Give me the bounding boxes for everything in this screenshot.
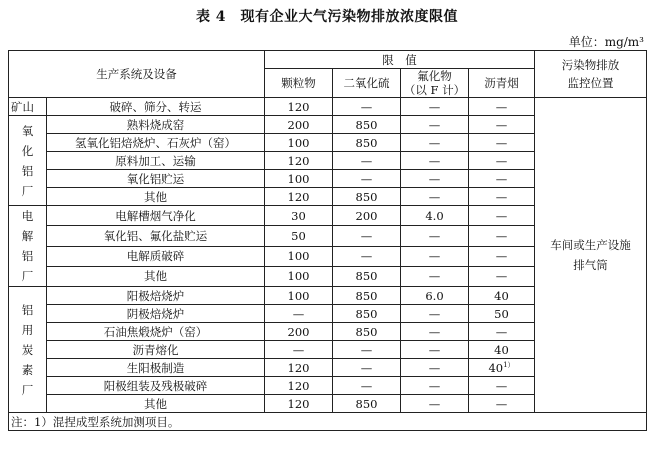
value-cell bbox=[333, 152, 401, 170]
value-cell bbox=[401, 323, 469, 341]
value-cell bbox=[265, 98, 333, 116]
value-cell bbox=[333, 246, 401, 266]
value-text: — bbox=[495, 269, 508, 284]
footnote-marker: 1） bbox=[503, 360, 515, 369]
value-cell bbox=[401, 377, 469, 395]
equipment-cell: 原料加工、运输 bbox=[47, 152, 265, 170]
value-text: 50 bbox=[291, 228, 306, 243]
group-carbon-label: 铝 用 炭 素 厂 bbox=[21, 302, 34, 397]
value-text: — bbox=[428, 117, 441, 132]
value-cell bbox=[401, 226, 469, 246]
value-text: 850 bbox=[355, 324, 378, 339]
value-cell bbox=[401, 206, 469, 226]
value-cell bbox=[265, 323, 333, 341]
value-text: — bbox=[360, 342, 373, 357]
value-cell bbox=[333, 134, 401, 152]
value-text: — bbox=[495, 99, 508, 114]
value-cell bbox=[265, 287, 333, 305]
value-text: 40 bbox=[494, 342, 509, 357]
table-note: 注：1）混捏成型系统加测项目。 bbox=[9, 413, 647, 431]
value-text: — bbox=[428, 269, 441, 284]
value-cell bbox=[401, 116, 469, 134]
value-cell bbox=[265, 188, 333, 206]
value-text: 850 bbox=[355, 396, 378, 411]
value-cell bbox=[401, 188, 469, 206]
value-text: — bbox=[428, 306, 441, 321]
header-col-so2: 二氧化硫 bbox=[333, 69, 401, 98]
value-cell bbox=[265, 341, 333, 359]
value-cell bbox=[401, 246, 469, 266]
value-cell bbox=[401, 341, 469, 359]
equipment-cell: 阴极焙烧炉 bbox=[47, 305, 265, 323]
value-cell bbox=[333, 359, 401, 377]
value-text: — bbox=[495, 153, 508, 168]
equipment-cell: 阳极焙烧炉 bbox=[47, 287, 265, 305]
group-mine bbox=[9, 98, 47, 116]
value-text: 120 bbox=[287, 189, 310, 204]
value-cell bbox=[265, 377, 333, 395]
value-text: — bbox=[428, 378, 441, 393]
value-cell bbox=[469, 266, 535, 286]
value-cell bbox=[333, 305, 401, 323]
value-text: — bbox=[428, 189, 441, 204]
value-text: 120 bbox=[287, 378, 310, 393]
equipment-cell: 破碎、筛分、转运 bbox=[47, 98, 265, 116]
header-col-asphalt: 沥青烟 bbox=[469, 69, 535, 98]
value-cell bbox=[469, 98, 535, 116]
value-cell bbox=[333, 170, 401, 188]
value-text: 120 bbox=[287, 99, 310, 114]
value-cell bbox=[401, 134, 469, 152]
value-text: 50 bbox=[494, 306, 509, 321]
value-text: 120 bbox=[287, 396, 310, 411]
group-carbon bbox=[9, 287, 47, 413]
value-cell bbox=[469, 323, 535, 341]
value-text: — bbox=[428, 360, 441, 375]
value-text: — bbox=[428, 249, 441, 264]
value-text: — bbox=[360, 378, 373, 393]
header-monitor bbox=[535, 51, 647, 98]
value-cell bbox=[333, 341, 401, 359]
value-cell bbox=[469, 246, 535, 266]
equipment-cell: 电解槽烟气净化 bbox=[47, 206, 265, 226]
value-text: — bbox=[360, 249, 373, 264]
header-limit: 限 值 bbox=[265, 51, 535, 69]
monitor-location-cell bbox=[535, 98, 647, 413]
value-text: 200 bbox=[287, 324, 310, 339]
value-text: — bbox=[495, 135, 508, 150]
value-text: — bbox=[495, 396, 508, 411]
value-cell bbox=[265, 116, 333, 134]
value-text: — bbox=[428, 228, 441, 243]
value-cell bbox=[469, 116, 535, 134]
header-monitor-text: 污染物排放 监控位置 bbox=[561, 58, 620, 90]
value-cell bbox=[469, 377, 535, 395]
value-cell bbox=[333, 226, 401, 246]
header-system: 生产系统及设备 bbox=[9, 51, 265, 98]
value-text: — bbox=[495, 378, 508, 393]
value-text: 120 bbox=[287, 153, 310, 168]
value-cell bbox=[265, 246, 333, 266]
value-text: — bbox=[428, 324, 441, 339]
value-cell bbox=[333, 188, 401, 206]
value-cell bbox=[265, 266, 333, 286]
equipment-cell: 沥青熔化 bbox=[47, 341, 265, 359]
value-text: 40 bbox=[488, 360, 504, 375]
value-cell bbox=[469, 287, 535, 305]
equipment-cell: 石油焦煅烧炉（窑） bbox=[47, 323, 265, 341]
value-cell bbox=[469, 188, 535, 206]
value-text: — bbox=[428, 153, 441, 168]
value-text: — bbox=[428, 171, 441, 186]
value-text: 100 bbox=[287, 288, 310, 303]
header-col-fluoride bbox=[401, 69, 469, 98]
value-text: 100 bbox=[287, 135, 310, 150]
value-text: 850 bbox=[355, 117, 378, 132]
value-cell bbox=[265, 226, 333, 246]
value-text: — bbox=[495, 208, 508, 223]
equipment-cell: 电解质破碎 bbox=[47, 246, 265, 266]
group-alumina bbox=[9, 116, 47, 206]
table-row bbox=[9, 98, 647, 116]
value-text: 850 bbox=[355, 288, 378, 303]
value-text: 200 bbox=[355, 208, 378, 223]
value-text: 100 bbox=[287, 269, 310, 284]
value-cell bbox=[469, 206, 535, 226]
value-cell bbox=[469, 341, 535, 359]
value-cell bbox=[265, 152, 333, 170]
equipment-cell: 熟料烧成窑 bbox=[47, 116, 265, 134]
value-cell bbox=[333, 116, 401, 134]
value-cell bbox=[401, 98, 469, 116]
value-cell bbox=[401, 395, 469, 413]
value-cell bbox=[265, 134, 333, 152]
value-cell bbox=[265, 206, 333, 226]
value-text: — bbox=[428, 342, 441, 357]
value-text: 6.0 bbox=[425, 288, 444, 303]
value-cell bbox=[401, 359, 469, 377]
equipment-cell: 其他 bbox=[47, 266, 265, 286]
equipment-cell: 阳极组装及残极破碎 bbox=[47, 377, 265, 395]
value-text: 200 bbox=[287, 117, 310, 132]
value-cell bbox=[265, 170, 333, 188]
value-cell bbox=[401, 305, 469, 323]
value-text: — bbox=[495, 228, 508, 243]
value-cell bbox=[333, 98, 401, 116]
value-cell bbox=[333, 266, 401, 286]
value-text: 120 bbox=[287, 360, 310, 375]
equipment-cell: 其他 bbox=[47, 395, 265, 413]
value-text: — bbox=[360, 360, 373, 375]
value-cell bbox=[469, 359, 535, 377]
value-cell bbox=[469, 134, 535, 152]
emission-limits-table bbox=[8, 50, 647, 431]
value-cell bbox=[469, 226, 535, 246]
value-text: 850 bbox=[355, 135, 378, 150]
value-text: 100 bbox=[287, 249, 310, 264]
value-text: — bbox=[428, 396, 441, 411]
group-electrolysis-label: 电 解 铝 厂 bbox=[21, 209, 34, 283]
value-text: — bbox=[360, 228, 373, 243]
table-title: 表 4 现有企业大气污染物排放浓度限值 bbox=[195, 9, 459, 25]
value-cell bbox=[401, 266, 469, 286]
value-cell bbox=[265, 359, 333, 377]
value-text: 850 bbox=[355, 306, 378, 321]
value-cell bbox=[333, 206, 401, 226]
value-text: — bbox=[428, 135, 441, 150]
group-alumina-label: 氧 化 铝 厂 bbox=[21, 123, 34, 198]
value-cell bbox=[333, 377, 401, 395]
value-text: — bbox=[495, 189, 508, 204]
value-cell bbox=[401, 152, 469, 170]
equipment-cell: 氧化铝贮运 bbox=[47, 170, 265, 188]
value-cell bbox=[469, 305, 535, 323]
value-cell bbox=[333, 323, 401, 341]
value-text: — bbox=[360, 99, 373, 114]
value-cell bbox=[401, 170, 469, 188]
value-cell bbox=[469, 395, 535, 413]
value-text: 850 bbox=[355, 189, 378, 204]
value-text: — bbox=[428, 99, 441, 114]
value-text: 850 bbox=[355, 269, 378, 284]
value-text: 30 bbox=[291, 208, 306, 223]
value-cell bbox=[333, 395, 401, 413]
value-text: — bbox=[360, 171, 373, 186]
equipment-cell: 氧化铝、氟化盐贮运 bbox=[47, 226, 265, 246]
value-text: 4.0 bbox=[425, 208, 444, 223]
value-cell bbox=[469, 152, 535, 170]
equipment-cell: 氢氧化铝焙烧炉、石灰炉（窑） bbox=[47, 134, 265, 152]
value-text: — bbox=[360, 153, 373, 168]
header-col-particulate: 颗粒物 bbox=[265, 69, 333, 98]
value-text: 40 bbox=[494, 288, 509, 303]
value-cell bbox=[469, 170, 535, 188]
value-text: — bbox=[495, 249, 508, 264]
group-mine-label: 矿山 bbox=[11, 99, 34, 114]
value-text: — bbox=[495, 117, 508, 132]
equipment-cell: 生阳极制造 bbox=[47, 359, 265, 377]
value-text: — bbox=[495, 171, 508, 186]
value-cell bbox=[333, 287, 401, 305]
value-cell bbox=[401, 287, 469, 305]
group-electrolysis bbox=[9, 206, 47, 287]
equipment-cell: 其他 bbox=[47, 188, 265, 206]
value-text: — bbox=[292, 342, 305, 357]
value-text: 100 bbox=[287, 171, 310, 186]
unit-label: 单位：mg/m³ bbox=[568, 35, 644, 49]
header-col-fluoride-text: 氟化物 （以 F 计） bbox=[403, 69, 466, 97]
value-text: — bbox=[292, 306, 305, 321]
table-body bbox=[9, 98, 647, 413]
value-cell bbox=[265, 305, 333, 323]
value-text: — bbox=[495, 324, 508, 339]
monitor-location-text: 车间或生产设施 排气筒 bbox=[550, 238, 631, 272]
value-cell bbox=[265, 395, 333, 413]
